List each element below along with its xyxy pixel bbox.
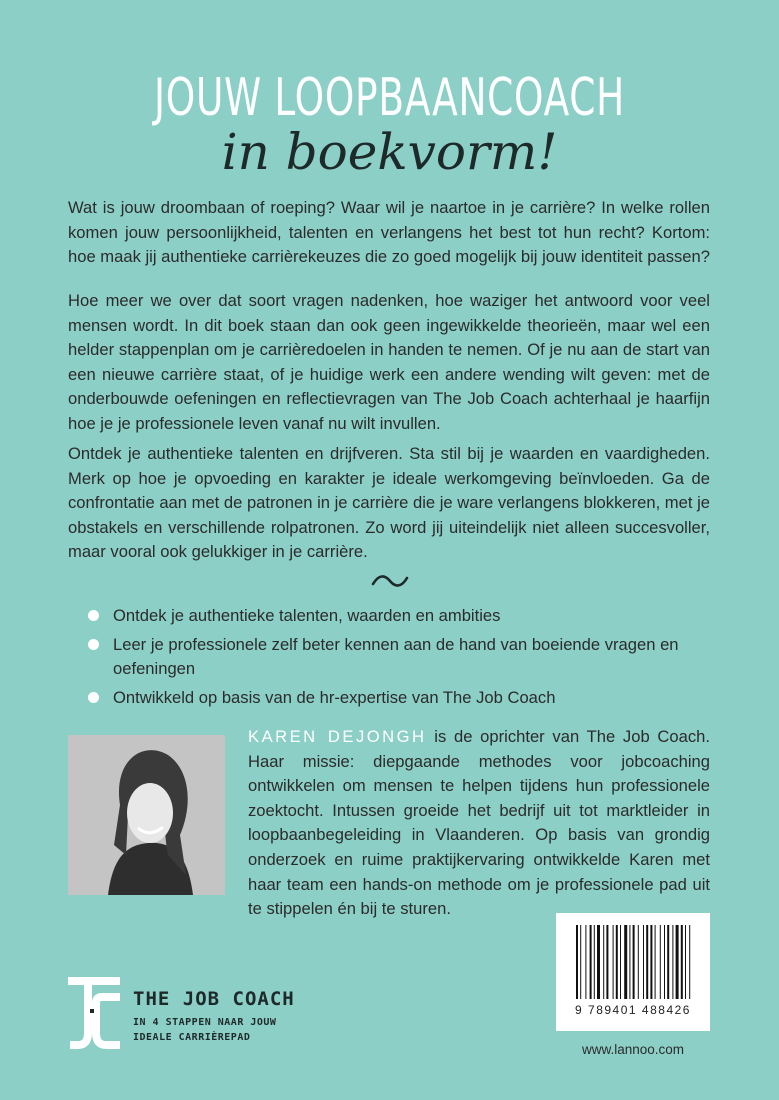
barcode-bar (629, 925, 630, 999)
author-name: KAREN DEJONGH (248, 727, 427, 746)
barcode-bar (580, 925, 581, 999)
barcode-bar (594, 925, 595, 999)
barcode-bar (638, 925, 639, 999)
barcode-bar (613, 925, 614, 999)
body-paragraph-1: Hoe meer we over dat soort vragen nadenken, hoe waziger het antwoord voor veel mensen wordt. In dit boek staan dan ook geen ingewikkelde theorieën, maar wel een helder stappenplan om je carrièredoelen in handen te nemen. Of je nu aan de start van een nieuwe carrière staat, of je huidige werk een andere wending wilt geven: met de onderbouwde oefeningen en reflectievragen van The Job Coach achterhaal je haarfijn hoe je je professionele leven vanaf nu wilt invullen. (68, 291, 710, 433)
author-bio (248, 725, 710, 922)
bullet-dot-icon (88, 692, 99, 703)
barcode-bar (681, 925, 683, 999)
publisher-website: www.lannoo.com (581, 1042, 685, 1057)
barcode-bar (655, 925, 656, 999)
list-item: Ontwikkeld op basis van de hr-expertise van The Job Coach (88, 686, 688, 711)
bullet-dot-icon (88, 639, 99, 650)
intro-paragraph: Wat is jouw droombaan of roeping? Waar wil je naartoe in je carrière? In welke rollen komen jouw persoonlijkheid, talenten en verlangens het best tot hun recht? Kortom: hoe maak jij authentieke carrièrekeuzes die zo goed mogelijk bij jouw identiteit passen? (68, 198, 710, 267)
barcode-bar (585, 925, 586, 999)
barcode-bar (676, 925, 679, 999)
barcode-bar (616, 925, 618, 999)
list-item: Ontdek je authentieke talenten, waarden en ambities (88, 604, 688, 629)
barcode-bar (603, 925, 604, 999)
tilde-ornament-icon (370, 571, 410, 591)
barcode-bar (624, 925, 627, 999)
author-photo (68, 735, 225, 895)
barcode-bar (660, 925, 661, 999)
barcode-bar (643, 925, 644, 999)
barcode-bar (646, 925, 648, 999)
author-bio-text: is de oprichter van The Job Coach. Haar missie: diepgaande methodes voor jobcoaching ontwikkelen om mensen te helpen tijdens hun professionele zoektocht. Intussen groeide het bedrijf uit tot marktleider in loopbaanbegeleiding in Vlaanderen. Op basis van grondig onderzoek en ruime praktijkervaring ontwikkelde Karen met haar team een hands-on methode om je professionele pad uit te stippelen én bij te sturen. (248, 727, 710, 919)
barcode-bar (620, 925, 621, 999)
brand-name: THE JOB COACH (133, 988, 295, 1010)
barcode-bar (664, 925, 665, 999)
barcode-bar (650, 925, 652, 999)
title-line-1: JOUW LOOPBAANCOACH (153, 68, 625, 128)
brand-tagline: IN 4 STAPPEN NAAR JOUW IDEALE CARRIÈREPAD (133, 1017, 277, 1043)
barcode-bar (576, 925, 578, 999)
barcode-bar (606, 925, 608, 999)
isbn-number: 9 789401 488426 (575, 1003, 691, 1017)
bullet-dot-icon (88, 610, 99, 621)
barcode-bar (590, 925, 592, 999)
list-item: Leer je professionele zelf beter kennen aan de hand van boeiende vragen en oefeningen (88, 633, 688, 682)
title-line-2: in boekvorm! (221, 123, 558, 181)
barcode-bar (633, 925, 635, 999)
barcode (556, 913, 710, 1031)
barcode-bars (556, 913, 710, 1005)
barcode-bar (672, 925, 673, 999)
jc-monogram-icon (66, 975, 122, 1051)
barcode-bar (667, 925, 669, 999)
barcode-bar (597, 925, 600, 999)
barcode-bar (685, 925, 686, 999)
feature-list (88, 604, 688, 714)
body-paragraph-2: Ontdek je authentieke talenten en drijfveren. Sta stil bij je waarden en vaardigheden. Merk op hoe je opvoeding en karakter je ideale werkomgeving beïnvloeden. Ga de confrontatie aan met de patronen in je carrière die je ware verlangens blokkeren, met je obstakels en verschillende rolpatronen. Zo word jij uiteindelijk niet alleen succesvoller, maar vooral ook gelukkiger in je carrière. (68, 444, 710, 562)
barcode-bar (689, 925, 690, 999)
